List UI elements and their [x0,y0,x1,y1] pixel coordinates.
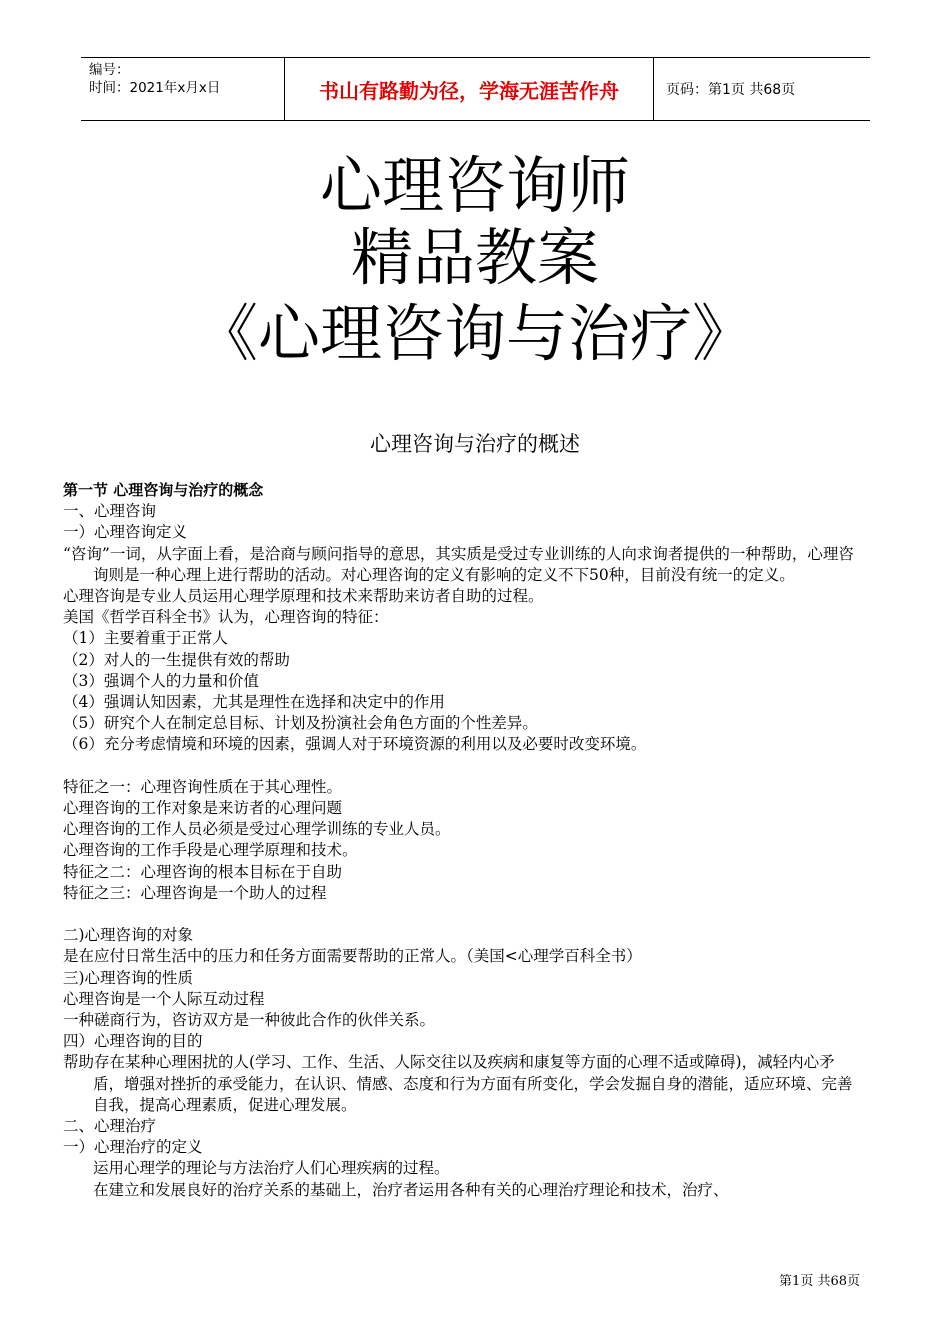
paragraph: 特征之二：心理咨询的根本目标在于自助 [63,862,343,881]
number-label: 编号： [89,62,130,78]
section-heading: 第一节 心理咨询与治疗的概念 [63,481,264,499]
paragraph: 一）心理咨询定义 [63,523,188,542]
header-left-cell [81,58,284,120]
title-line-3: 《心理咨询与治疗》 [195,297,754,370]
paragraph: 特征之一：心理咨询性质在于其心理性。 [63,777,343,796]
paragraph: “咨询”一词，从字面上看，是洽商与顾问指导的意思，其实质是受过专业训练的人向求询者提供的一种帮助，心理咨询则是一种心理上进行帮助的活动。对心理咨询的定义有影响的定义不下50种，目前没有统一的定义。 [63,544,854,584]
paragraph: 是在应付日常生活中的压力和任务方面需要帮助的正常人。（美国<心理学百科全书） [63,947,642,966]
paragraph: 运用心理学的理论与方法治疗人们心理疾病的过程。 [93,1159,450,1178]
list-item: （1）主要着重于正常人 [63,629,228,648]
paragraph: 心理咨询的工作对象是来访者的心理问题 [63,799,343,818]
spacer [63,904,863,925]
paragraph: 四）心理咨询的目的 [63,1032,203,1051]
list-item: （6）充分考虑情境和环境的因素，强调人对于环境资源的利用以及必要时改变环境。 [63,735,647,754]
spacer [63,756,863,777]
paragraph: 特征之三：心理咨询是一个助人的过程 [63,883,327,902]
time-label: 时间：2021年x月x日 [89,80,221,96]
list-item: （5）研究个人在制定总目标、计划及扮演社会角色方面的个性差异。 [63,714,538,733]
paragraph: 二)心理咨询的对象 [63,926,194,945]
header-page-info: 页码：第1页 共68页 [666,82,796,98]
paragraph: 三)心理咨询的性质 [63,968,194,987]
paragraph: 二、心理治疗 [63,1117,157,1136]
paragraph: 帮助存在某种心理困扰的人(学习、工作、生活、人际交往以及疾病和康复等方面的心理不适或障碍)，减轻内心矛盾，增强对挫折的承受能力，在认识、情感、态度和行为方面有所变化，学会发掘自身的潜能，适应环境、完善自我，提高心理素质，促进心理发展。 [63,1053,853,1114]
list-item: （4）强调认知因素，尤其是理性在选择和决定中的作用 [63,693,445,712]
paragraph: 一、心理咨询 [63,502,157,521]
subtitle: 心理咨询与治疗的概述 [370,432,580,456]
document-body [63,480,863,1201]
paragraph: 心理咨询是一个人际互动过程 [63,989,265,1008]
header-motto: 书山有路勤为径，学海无涯苦作舟 [284,58,654,120]
title-line-2: 精品教案 [350,221,599,294]
paragraph: 一）心理治疗的定义 [63,1138,203,1157]
paragraph: 美国《哲学百科全书》认为，心理咨询的特征： [63,608,389,627]
paragraph: 在建立和发展良好的治疗关系的基础上，治疗者运用各种有关的心理治疗理论和技术，治疗、 [93,1180,729,1199]
header-table [81,57,870,121]
title-line-1: 心理咨询师 [319,149,630,222]
list-item: （2）对人的一生提供有效的帮助 [63,650,290,669]
paragraph: 心理咨询是专业人员运用心理学原理和技术来帮助来访者自助的过程。 [63,587,544,606]
paragraph: 心理咨询的工作手段是心理学原理和技术。 [63,841,358,860]
paragraph: 心理咨询的工作人员必须是受过心理学训练的专业人员。 [63,820,451,839]
list-item: （3）强调个人的力量和价值 [63,671,259,690]
page-footer: 第1页 共68页 [779,1274,860,1289]
paragraph: 一种磋商行为，咨访双方是一种彼此合作的伙伴关系。 [63,1011,436,1030]
